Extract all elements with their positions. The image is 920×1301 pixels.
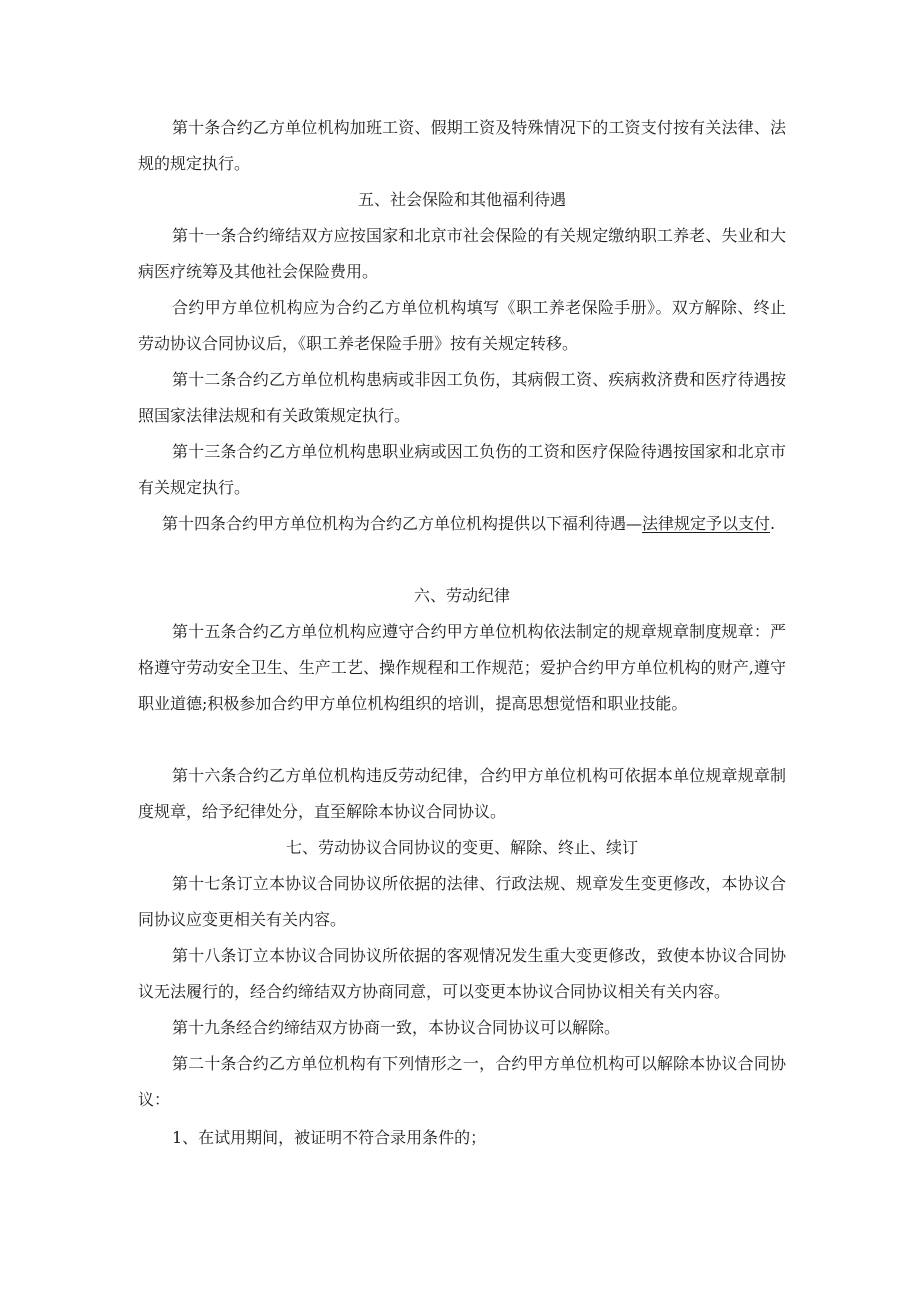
article-14-end: .	[770, 514, 776, 533]
section-heading-6: 六、劳动纪律	[413, 586, 510, 605]
article-15: 第十五条合约乙方单位机构应遵守合约甲方单位机构依法制定的规章规章制度规章：严格遵守劳动安全卫生、生产工艺、操作规程和工作规范；爱护合约甲方单位机构的财产,遵守职业道德;积极参加合约甲方单位机构组织的培训，提高思想觉悟和职业技能。	[138, 622, 786, 713]
article-11-clause-2: 合约甲方单位机构应为合约乙方单位机构填写《职工养老保险手册》。双方解除、终止劳动协议合同协议后，《职工养老保险手册》按有关规定转移。	[138, 298, 786, 353]
article-17: 第十七条订立本协议合同协议所依据的法律、行政法规、规章发生变更修改，本协议合同协议应变更相关有关内容。	[138, 874, 786, 929]
article-11: 第十一条合约缔结双方应按国家和北京市社会保险的有关规定缴纳职工养老、失业和大病医疗统筹及其他社会保险费用。	[138, 226, 786, 281]
article-14-text: 第十四条合约甲方单位机构为合约乙方单位机构提供以下福利待遇—	[162, 514, 643, 533]
article-18: 第十八条订立本协议合同协议所依据的客观情况发生重大变更修改，致使本协议合同协议无法履行的，经合约缔结双方协商同意，可以变更本协议合同协议相关有关内容。	[138, 946, 786, 1001]
article-12: 第十二条合约乙方单位机构患病或非因工负伤，其病假工资、疾病救济费和医疗待遇按照国家法律法规和有关政策规定执行。	[138, 370, 786, 425]
section-heading-5: 五、社会保险和其他福利待遇	[357, 190, 566, 209]
article-19: 第十九条经合约缔结双方协商一致，本协议合同协议可以解除。	[172, 1018, 621, 1037]
list-item-1: 1、在试用期间，被证明不符合录用条件的；	[172, 1128, 487, 1147]
article-16: 第十六条合约乙方单位机构违反劳动纪律，合约甲方单位机构可依据本单位规章规章制度规章，给予纪律处分，直至解除本协议合同协议。	[138, 766, 786, 821]
article-20: 第二十条合约乙方单位机构有下列情形之一，合约甲方单位机构可以解除本协议合同协议：	[138, 1054, 786, 1109]
section-heading-7: 七、劳动协议合同协议的变更、解除、终止、续订	[285, 838, 638, 857]
article-14	[138, 506, 786, 542]
article-13: 第十三条合约乙方单位机构患职业病或因工负伤的工资和医疗保险待遇按国家和北京市有关规定执行。	[138, 442, 786, 497]
article-10: 第十条合约乙方单位机构加班工资、假期工资及特殊情况下的工资支付按有关法律、法规的规定执行。	[138, 118, 786, 173]
article-14-underlined: 法律规定予以支付	[642, 514, 771, 533]
